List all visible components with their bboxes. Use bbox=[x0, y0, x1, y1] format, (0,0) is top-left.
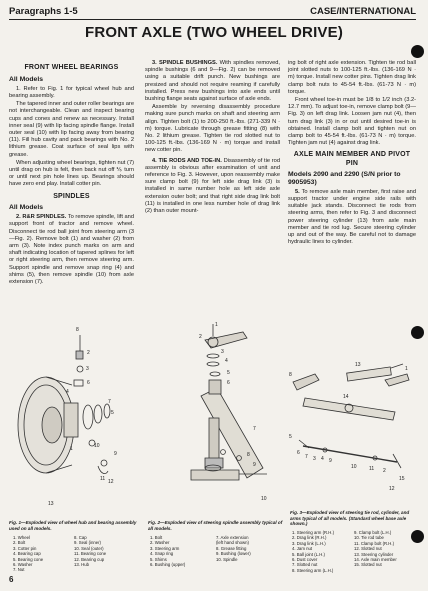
legend-item: 12. Slotted nut bbox=[354, 546, 382, 552]
legend-item: 3. Steering arm bbox=[150, 545, 180, 551]
paragraph-head: 2. R&R SPINDLES. bbox=[16, 214, 67, 221]
legend-item: 4. Jam nut bbox=[292, 546, 313, 552]
hub-callouts bbox=[8, 305, 140, 520]
legend-item: 6. Dust cover bbox=[292, 557, 318, 563]
legend-item bbox=[354, 568, 416, 573]
section-heading: FRONT WHEEL BEARINGS bbox=[24, 64, 119, 71]
legend-item: 5. Bearing cone bbox=[13, 556, 44, 562]
callout-label: 1 bbox=[405, 366, 408, 372]
legend-item: 11. Bearing cone bbox=[74, 551, 107, 557]
paragraph-range: Paragraphs 1-5 bbox=[9, 6, 78, 17]
legend-item: 14. Axle main member bbox=[354, 557, 397, 563]
callout-label: 10 bbox=[94, 443, 100, 449]
subheading: All Models bbox=[9, 75, 43, 83]
legend-item: 8. Steering arm (L.H.) bbox=[292, 567, 334, 573]
callout-label: 4 bbox=[225, 358, 228, 364]
legend-item: 2. Washer bbox=[150, 540, 170, 546]
legend-item: 6. Bushing (upper) bbox=[150, 562, 186, 568]
paragraph-body: To remove spindle, lift and support front of tractor and remove wheel. Disconnect tie rod ball joint from steering arm (3—Fig. 2). Remove bolt (1) and washer (2) from arm (3). Note index punch marks on arm and shaft indicating location of tapered splines for left or right steering arm, then remove steering arm. Support spindle and remove snap ring (4) and shims (5), then remove spindle (10) from axle extension (7). bbox=[9, 214, 134, 286]
legend-item bbox=[74, 567, 135, 572]
binder-hole-middle bbox=[411, 326, 424, 339]
legend-item: 9. Clamp bolt (L.H.) bbox=[354, 530, 392, 535]
callout-label: 10 bbox=[261, 496, 267, 502]
callout-label: 3 bbox=[86, 366, 89, 372]
callout-label: 4 bbox=[321, 456, 324, 462]
callout-label: 4 bbox=[66, 389, 69, 395]
text-column-1 bbox=[9, 60, 134, 287]
legend-item: 5. Shims bbox=[150, 556, 167, 562]
legend-item: (left hand shown) bbox=[216, 540, 249, 546]
legend-item: 7. Slotted nut bbox=[292, 562, 318, 568]
paragraph bbox=[145, 60, 280, 103]
legend-item bbox=[216, 562, 282, 567]
paragraph-body: Disassembly of tie rod assembly is obvious after examination of unit and reference to Fig. 3. However, upon reassembly make sure clamp bolt (9) for left side drag link (3) is installed in same number hole as left side axle extension outer bolt; and that right side drag link bolt (11) is installed in one less number hole of drag link (2) than outer mount- bbox=[145, 157, 280, 215]
callout-label: 7 bbox=[108, 399, 111, 405]
callout-label: 15 bbox=[399, 476, 405, 482]
text-column-3 bbox=[288, 60, 416, 247]
legend-item: 7. Axle extension bbox=[216, 535, 249, 540]
paragraph: When adjusting wheel bearings, tighten nut (7) until drag on hub is felt, then back nut off ⅙ turn or until next pin hole lines up. Bearings should have zero end play. Install cotter pin. bbox=[9, 159, 134, 188]
callout-label: 14 bbox=[343, 394, 349, 400]
legend-item: 2. Drag link (R.H.) bbox=[292, 535, 327, 541]
callout-label: 5 bbox=[289, 434, 292, 440]
callout-label: 2 bbox=[87, 350, 90, 356]
page-title: FRONT AXLE (TWO WHEEL DRIVE) bbox=[84, 24, 344, 41]
legend-item: 10. Tie rod tube bbox=[354, 535, 384, 541]
callout-label: 12 bbox=[108, 479, 114, 485]
callout-label: 11 bbox=[369, 466, 375, 472]
callout-label: 10 bbox=[351, 464, 357, 470]
legend-item: 13. Steering cylinder bbox=[354, 551, 394, 557]
callout-label: 1 bbox=[215, 322, 218, 328]
callout-label: 3 bbox=[313, 456, 316, 462]
legend-item: 13. Hub bbox=[74, 562, 90, 568]
callout-label: 2 bbox=[199, 334, 202, 340]
header-rule bbox=[9, 19, 416, 20]
subheading: Models 2090 and 2290 (S/N prior to 9905953) bbox=[288, 171, 401, 186]
legend-item: 4. Snap ring bbox=[150, 551, 174, 557]
figure-1-caption: Fig. 1—Exploded view of wheel hub and bearing assembly used on all models. bbox=[9, 520, 137, 531]
paragraph-body: With spindles removed, spindle bushings (6 and 9—Fig. 2) can be removed using a suitable drift punch. New bushings are presized and should not require reaming if carefully installed. Press new bushings into axle ends until bushing flange seats against surface of axle ends. bbox=[145, 60, 280, 103]
page-number: 6 bbox=[9, 575, 14, 584]
paragraph: Assemble by reversing disassembly procedure making sure punch marks on shaft and steering arm align. Tighten bolt (1) to 200-250 ft.-lbs. (271-339 N · m) torque. Lubricate through grease fitting (8) with No. 2 lithium grease. Tighten tie rod slotted nut to 100-125 ft.-lbs. (136-169 N · m) torque and install new cotter pin. bbox=[145, 104, 280, 154]
legend-item: 10. Seal (outer) bbox=[74, 545, 104, 551]
callout-label: 5 bbox=[111, 410, 114, 416]
callout-label: 8 bbox=[289, 372, 292, 378]
legend-item: 7. Nut bbox=[13, 567, 25, 573]
figure-1-legend bbox=[13, 535, 135, 573]
callout-label: 6 bbox=[87, 380, 90, 386]
callout-label: 5 bbox=[227, 370, 230, 376]
figure-1-hub-illustration bbox=[8, 305, 140, 520]
callout-label: 13 bbox=[48, 501, 54, 507]
paragraph: The tapered inner and outer roller bearings are not interchangeable. Clean and inspect bearing cups and cones and renew as necessary. Install inner seal (9) with lip facing spindle flange. Install outer seal (10) with lip facing away from bearing (11). Fill hub cavity and pack bearings with No. 2 lithium grease. Coat surface of seal lips with grease. bbox=[9, 101, 134, 158]
tie-rod-callouts bbox=[285, 350, 417, 508]
spindle-callouts bbox=[143, 318, 283, 523]
legend-item: 1. Steering arm (R.H.) bbox=[292, 530, 335, 535]
legend-item: 8. Cap bbox=[74, 535, 87, 540]
legend-item: 3. Cotter pin bbox=[13, 545, 37, 551]
callout-label: 13 bbox=[355, 362, 361, 368]
legend-item: 9. Bushing (lower) bbox=[216, 551, 251, 557]
paragraph-body: To remove axle main member, first raise and support tractor under engine side rails with suitable jack stands. Disconnect tie rods from steering arms, then refer to Fig. 3 and disconnect power steering cylinder (13) from axle main member and tie rod lug. Secure steering cylinder up and out of the way. Be careful not to damage hydraulic lines to cylinder. bbox=[288, 188, 416, 246]
paragraph: ing bolt of right axle extension. Tighten tie rod ball joint slotted nuts to 100-125 ft.-lbs. (136-169 N · m) torque. Install new cotter pins. Tighten drag link clamp bolt nuts to 45-54 ft.-lbs. (61-73 N · m) torque. bbox=[288, 60, 416, 95]
callout-label: 6 bbox=[297, 450, 300, 456]
legend-item: 4. Bearing cap bbox=[13, 551, 41, 557]
subheading: All Models bbox=[9, 204, 43, 212]
legend-item: 3. Drag link (L.H.) bbox=[292, 540, 326, 546]
binder-hole-top bbox=[411, 45, 424, 58]
callout-label: 8 bbox=[76, 327, 79, 333]
text-column-2 bbox=[145, 60, 280, 216]
paragraph: 1. Refer to Fig. 1 for typical wheel hub and bearing assembly. bbox=[9, 85, 134, 99]
figure-3-tie-rod-illustration bbox=[285, 350, 417, 508]
callout-label: 11 bbox=[100, 476, 106, 482]
callout-label: 8 bbox=[247, 452, 250, 458]
figure-2-legend bbox=[150, 535, 282, 567]
figure-3-legend bbox=[292, 530, 416, 573]
callout-label: 3 bbox=[221, 349, 224, 355]
legend-item: 9. Seal (inner) bbox=[74, 540, 101, 546]
figure-2-spindle-illustration bbox=[143, 318, 283, 523]
callout-label: 2 bbox=[383, 468, 386, 474]
brand-name: CASE/INTERNATIONAL bbox=[310, 6, 416, 17]
section-heading: SPINDLES bbox=[53, 192, 90, 200]
legend-item: 8. Grease fitting bbox=[216, 545, 247, 551]
legend-item: 11. Clamp bolt (R.H.) bbox=[354, 540, 395, 546]
legend-item: 10. Spindle bbox=[216, 556, 238, 562]
callout-label: 9 bbox=[329, 458, 332, 464]
figure-2-caption: Fig. 2—Exploded view of steering spindle assembly typical of all models. bbox=[148, 520, 283, 531]
legend-item: 15. Slotted nut bbox=[354, 562, 382, 568]
paragraph: Front wheel toe-in must be 1/8 to 1/2 inch (3.2-12.7 mm). To adjust toe-in, remove clamp bolt (9—Fig. 3) on left drag link. Loosen jam nut (4), then turn drag link (3) in or out until desired toe-in is obtained. Install clamp bolt and tighten nut on clamp bolt to 45-54 ft.-lbs. (61-73 N · m) torque. Tighten jam nut (4) against drag link. bbox=[288, 97, 416, 147]
callout-label: 9 bbox=[253, 462, 256, 468]
page-header bbox=[9, 6, 416, 20]
paragraph-head: 3. SPINDLE BUSHINGS. bbox=[152, 60, 218, 66]
legend-item: 5. Ball joint (L.H.) bbox=[292, 551, 325, 557]
figure-3-caption: Fig. 3—Exploded view of steering tie rod, cylinder, and arms typical of all models. (Standard wheel base axle shown.) bbox=[290, 510, 410, 527]
legend-item: 1. Bolt bbox=[150, 535, 163, 540]
legend-item: 2. Bolt bbox=[13, 540, 26, 546]
paragraph bbox=[9, 214, 134, 286]
callout-label: 7 bbox=[305, 454, 308, 460]
paragraph bbox=[145, 158, 280, 216]
legend-item: 6. Washer bbox=[13, 562, 33, 568]
legend-item: 1. Wheel bbox=[13, 535, 30, 540]
callout-label: 1 bbox=[70, 446, 73, 452]
paragraph bbox=[288, 189, 416, 247]
callout-label: 7 bbox=[253, 426, 256, 432]
callout-label: 12 bbox=[389, 486, 395, 492]
callout-label: 6 bbox=[227, 380, 230, 386]
paragraph-head: 4. TIE RODS AND TOE-IN. bbox=[152, 157, 222, 164]
callout-label: 9 bbox=[114, 451, 117, 457]
legend-item: 12. Bearing cup bbox=[74, 556, 105, 562]
paragraph-head: 5. bbox=[295, 188, 300, 195]
section-heading: AXLE MAIN MEMBER AND PIVOT PIN bbox=[293, 151, 411, 167]
